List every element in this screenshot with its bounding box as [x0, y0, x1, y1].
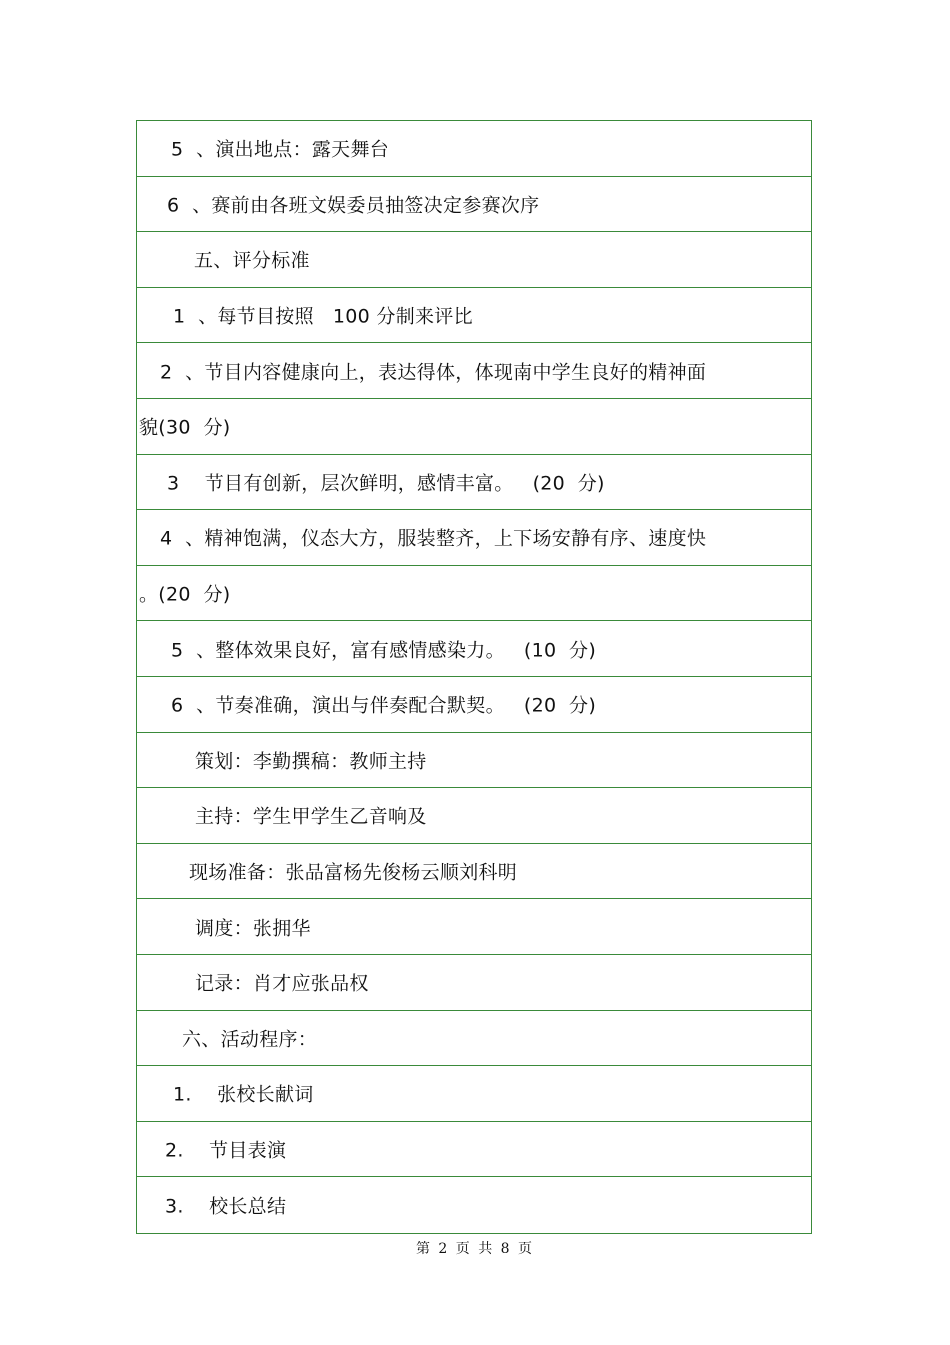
table-row	[137, 899, 811, 955]
row-text: 3. 校长总结	[165, 1195, 287, 1218]
table-row	[137, 232, 811, 288]
table-row	[137, 510, 811, 566]
table-row	[137, 733, 811, 789]
table-row	[137, 566, 811, 622]
row-text: 五、评分标准	[194, 249, 310, 272]
row-text: 六、活动程序：	[182, 1028, 318, 1051]
row-text: 主持：学生甲学生乙音响及	[195, 805, 427, 828]
row-text: 调度：张拥华	[195, 917, 311, 940]
table-row	[137, 399, 811, 455]
row-text: 4 、精神饱满，仪态大方，服装整齐，上下场安静有序、速度快	[160, 527, 707, 550]
table-row	[137, 621, 811, 677]
row-text: 。(20 分)	[139, 583, 231, 606]
table-row	[137, 1066, 811, 1122]
table-row	[137, 1177, 811, 1233]
table-row	[137, 955, 811, 1011]
table-row	[137, 1122, 811, 1178]
row-text: 2 、节目内容健康向上，表达得体，体现南中学生良好的精神面	[160, 361, 707, 384]
table-row	[137, 343, 811, 399]
row-text: 貌(30 分)	[139, 416, 231, 439]
row-text: 5 、演出地点：露天舞台	[171, 138, 390, 161]
table-row	[137, 677, 811, 733]
row-text: 1 、每节目按照 100 分制来评比	[173, 305, 473, 328]
row-text: 2. 节目表演	[165, 1139, 287, 1162]
table-row	[137, 788, 811, 844]
row-text: 记录：肖才应张品权	[195, 972, 369, 995]
table-row	[137, 288, 811, 344]
row-text: 策划：李勤撰稿：教师主持	[195, 750, 427, 773]
table-row	[137, 177, 811, 233]
row-text: 现场准备：张品富杨先俊杨云顺刘科明	[189, 861, 518, 884]
table-row	[137, 455, 811, 511]
row-text: 6 、赛前由各班文娱委员抽签决定参赛次序	[167, 194, 540, 217]
page-footer: 第 2 页 共 8 页	[415, 1241, 535, 1257]
row-text: 6 、节奏准确，演出与伴奏配合默契。 (20 分)	[171, 694, 597, 717]
row-text: 1. 张校长献词	[173, 1083, 314, 1106]
content-table	[136, 120, 812, 1234]
table-row	[137, 844, 811, 900]
row-text: 5 、整体效果良好，富有感情感染力。 (10 分)	[171, 639, 597, 662]
table-row	[137, 121, 811, 177]
table-row	[137, 1011, 811, 1067]
row-text: 3 节目有创新，层次鲜明，感情丰富。 (20 分)	[167, 472, 605, 495]
